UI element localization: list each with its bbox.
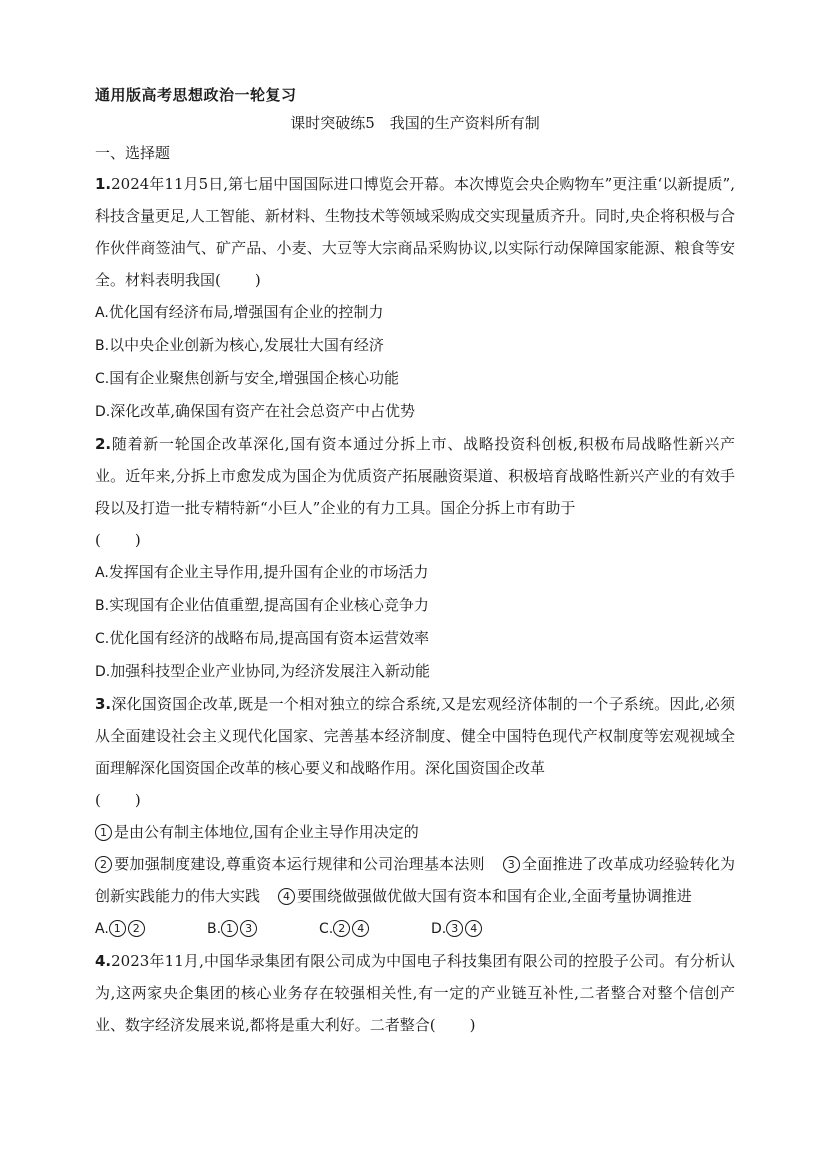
question-number: 3. <box>95 695 112 713</box>
question-number: 2. <box>95 435 112 453</box>
question-number: 4. <box>95 952 112 970</box>
circled-number-icon: 4 <box>278 888 295 905</box>
question-2 <box>95 428 735 688</box>
option-c: C.国有企业聚焦创新与安全,增强国企核心功能 <box>95 369 400 387</box>
circled-number-icon: 3 <box>240 920 257 937</box>
option-a: A.优化国有经济布局,增强国有企业的控制力 <box>95 303 384 321</box>
circled-number-icon: 2 <box>333 920 350 937</box>
circled-number-icon: 3 <box>503 856 520 873</box>
option-b: B.实现国有企业估值重塑,提高国有企业核心竞争力 <box>95 596 429 614</box>
statement-1: 1 是由公有制主体地位,国有企业主导作用决定的 <box>95 816 735 848</box>
circled-number-icon: 1 <box>221 920 238 937</box>
option-d: D.加强科技型企业产业协同,为经济发展注入新动能 <box>95 662 431 680</box>
answer-blank: ( ) <box>95 791 141 809</box>
question-number: 1. <box>95 175 112 193</box>
section-heading: 一、选择题 <box>95 144 171 162</box>
answer-choices <box>95 912 735 945</box>
circled-number-icon: 1 <box>95 824 112 841</box>
choice-d: D. 3 4 <box>431 912 543 945</box>
document-header: 通用版高考思想政治一轮复习 <box>95 86 297 104</box>
circled-number-icon: 4 <box>465 920 482 937</box>
option-d: D.深化改革,确保国有资产在社会总资产中占优势 <box>95 402 416 420</box>
choice-c: C. 2 4 <box>319 912 431 945</box>
question-stem: 1.2024年11月5日,第七届中国国际进口博览会开幕。本次博览会央企购物车”更注重‘以新提质”,科技含量更足,人工智能、新材料、生物技术等领域采购成交实现量质齐升。同时,央企将积极与合作伙伴商签油气、矿产品、小麦、大豆等大宗商品采购协议,以实际行动保障国家能源、粮食等安全。材料表明我国( ) <box>95 175 735 289</box>
question-stem: 3.深化国资国企改革,既是一个相对独立的综合系统,又是宏观经济体制的一个子系统。因此,必须从全面建设社会主义现代化国家、完善基本经济制度、健全中国特色现代产权制度等宏观视域全面理解深化国资国企改革的核心要义和战略作用。深化国资国企改革 <box>95 695 735 777</box>
choice-a: A. 1 2 <box>95 912 207 945</box>
question-3 <box>95 688 735 945</box>
circled-number-icon: 3 <box>446 920 463 937</box>
answer-blank: ( ) <box>95 531 141 549</box>
statements-2-4: 2 要加强制度建设,尊重资本运行规律和公司治理基本法则 3 全面推进了改革成功经验转化为创新实践能力的伟大实践 4 要围绕做强做优做大国有资本和国有企业,全面考量协调推进 <box>95 855 735 905</box>
circled-number-icon: 2 <box>128 920 145 937</box>
circled-number-icon: 1 <box>109 920 126 937</box>
question-1 <box>95 168 735 428</box>
circled-number-icon: 2 <box>95 856 112 873</box>
document-page <box>95 82 735 1041</box>
choice-b: B. 1 3 <box>207 912 319 945</box>
option-a: A.发挥国有企业主导作用,提升国有企业的市场活力 <box>95 563 429 581</box>
question-stem: 4.2023年11月,中国华录集团有限公司成为中国电子科技集团有限公司的控股子公司。有分析认为,这两家央企集团的核心业务存在较强相关性,有一定的产业链互补性,二者整合对整个信创产业、数字经济发展来说,都将是重大利好。二者整合( ) <box>95 952 735 1034</box>
circled-number-icon: 4 <box>352 920 369 937</box>
question-4 <box>95 945 735 1041</box>
option-b: B.以中央企业创新为核心,发展壮大国有经济 <box>95 336 384 354</box>
page-title: 课时突破练5 我国的生产资料所有制 <box>290 114 540 132</box>
question-stem: 2.随着新一轮国企改革深化,国有资本通过分拆上市、战略投资科创板,积极布局战略性新兴产业。近年来,分拆上市愈发成为国企为优质资产拓展融资渠道、积极培育战略性新兴产业的有效手段以及打造一批专精特新“小巨人”企业的有力工具。国企分拆上市有助于 <box>95 435 735 517</box>
option-c: C.优化国有经济的战略布局,提高国有资本运营效率 <box>95 629 430 647</box>
